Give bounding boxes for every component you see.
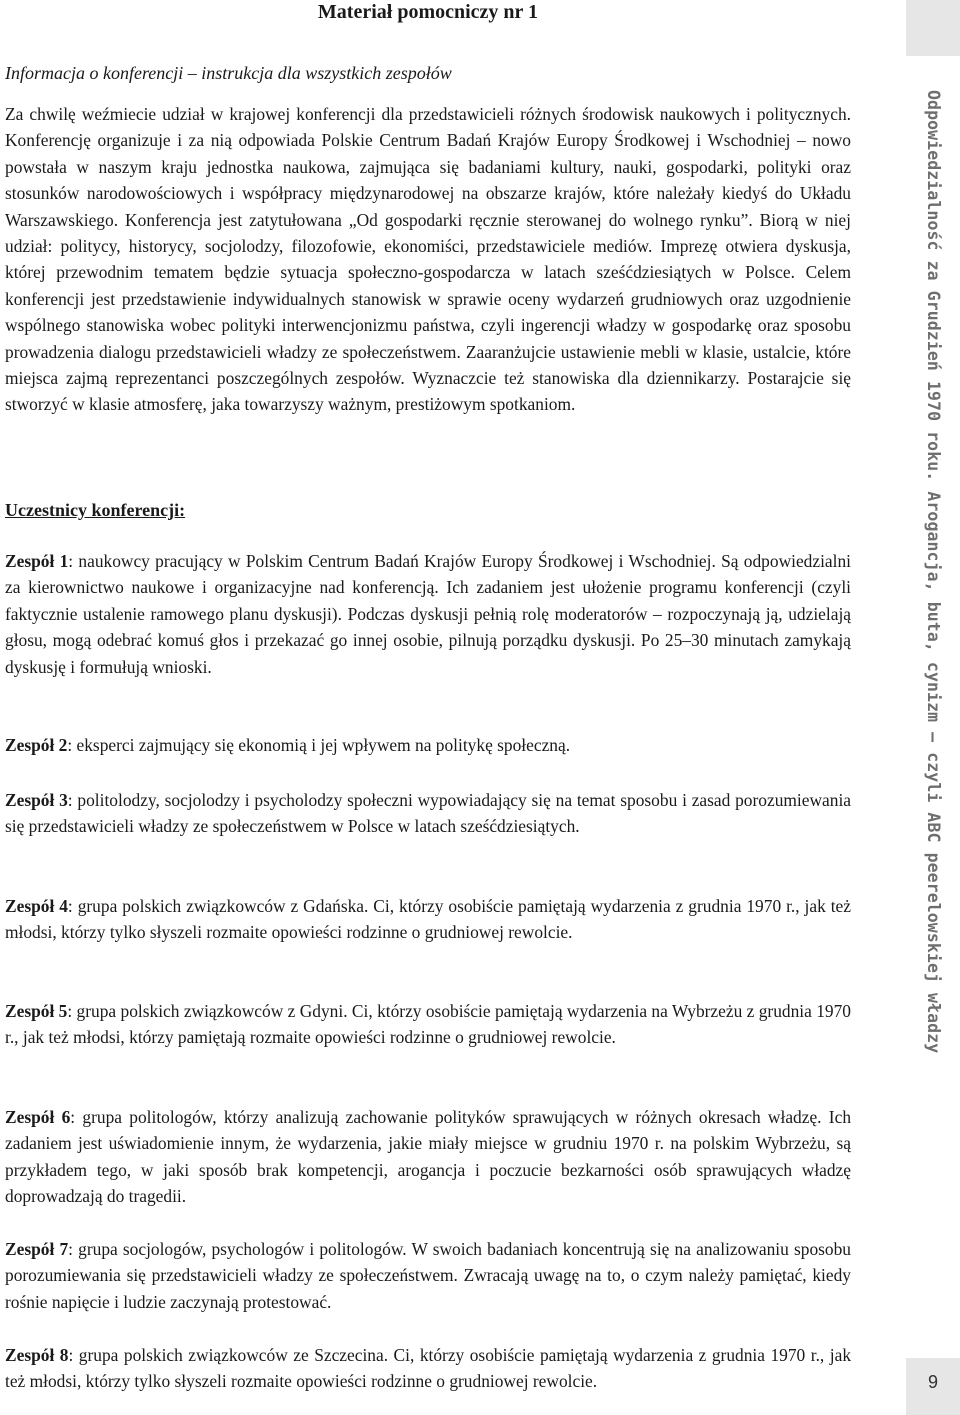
sidebar-top-block	[906, 0, 960, 56]
team-name: Zespół 4	[5, 896, 68, 916]
team-description: : politolodzy, socjolodzy i psycholodzy społeczni wypowiadający się na temat sposobu i zasad porozumiewania się przedstawicieli władzy ze społeczeństwem w Polsce w latach sześćdziesiątych.	[5, 790, 852, 837]
running-title: Odpowiedzialność za Grudzień 1970 roku. Arogancja, buta, cynizm – czyli ABC peerelowskiej władzy	[924, 90, 943, 1054]
team-paragraph-2	[5, 732, 851, 758]
team-name: Zespół 3	[5, 790, 68, 810]
team-paragraph-7	[5, 1236, 851, 1315]
page-sidebar	[906, 0, 960, 1415]
team-name: Zespół 6	[5, 1107, 71, 1127]
team-name: Zespół 8	[5, 1345, 69, 1365]
team-description: : grupa polskich związkowców ze Szczecina. Ci, którzy osobiście pamiętają wydarzenia z grudnia 1970 r., jak też młodsi, którzy tylko słyszeli rozmaite opowieści rodzinne o grudniowej rewolcie.	[5, 1345, 852, 1392]
team-paragraph-8	[5, 1342, 851, 1395]
team-paragraph-1	[5, 548, 851, 680]
team-name: Zespół 7	[5, 1239, 69, 1259]
document-subtitle: Informacja o konferencji – instrukcja dla wszystkich zespołów	[5, 63, 452, 83]
team-name: Zespół 5	[5, 1001, 68, 1021]
participants-heading: Uczestnicy konferencji:	[5, 500, 186, 520]
material-title: Materiał pomocniczy nr 1	[317, 1, 539, 23]
team-paragraph-3	[5, 787, 851, 840]
page-number: 9	[927, 1372, 938, 1392]
team-name: Zespół 2	[5, 735, 68, 755]
team-name: Zespół 1	[5, 551, 69, 571]
team-description: : grupa polskich związkowców z Gdyni. Ci, którzy osobiście pamiętają wydarzenia na Wybrzeżu z grudnia 1970 r., jak też młodsi, którzy pamiętają rozmaite opowieści rodzinne o grudniowej rewolcie.	[5, 1001, 851, 1048]
team-description: : naukowcy pracujący w Polskim Centrum Badań Krajów Europy Środkowej i Wschodniej. Są odpowiedzialni za kierownictwo naukowe i organizacyjne nad konferencją. Ich zadaniem jest ułożenie programu konferencji (czyli faktycznie ustalenie ramowego planu dyskusji). Podczas dyskusji pełnią rolę moderatorów – rozpoczynają ją, udzielają głosu, mogą odebrać komuś głos i przekazać go innej osobie, pilnują porządku dyskusji. Po 25–30 minutach zamykają dyskusję i formułują wnioski.	[5, 551, 852, 677]
intro-paragraph: Za chwilę weźmiecie udział w krajowej konferencji dla przedstawicieli różnych środowisk naukowych i politycznych. Konferencję organizuje i za nią odpowiada Polskie Centrum Badań Krajów Europy Środkowej i Wschodniej – nowo powstała w naszym kraju jednostka naukowa, zajmująca się badaniami kultury, nauki, gospodarki, polityki oraz stosunków narodowościowych i współpracy międzynarodowej na obszarze krajów, które należały kiedyś do Układu Warszawskiego. Konferencja jest zatytułowana „Od gospodarki ręcznie sterowanej do wolnego rynku”. Biorą w niej udział: politycy, historycy, socjolodzy, filozofowie, ekonomiści, przedstawiciele mediów. Imprezę otwiera dyskusja, której przewodnim tematem będzie sytuacja społeczno-gospodarcza w latach sześćdziesiątych w Polsce. Celem konferencji jest przedstawienie indywidualnych stanowisk w sprawie oceny wydarzeń grudniowych oraz uzgodnienie wspólnego stanowiska wobec polityki interwencjonizmu państwa, czyli ingerencji władzy w gospodarkę oraz sposobu prowadzenia dialogu przedstawicieli władzy ze społeczeństwem. Zaaranżujcie ustawienie mebli w klasie, ustalcie, które miejsca zajmą reprezentanci poszczególnych zespołów. Wyznaczcie też stanowiska dla dziennikarzy. Postarajcie się stworzyć w klasie atmosferę, jaka towarzyszy ważnym, prestiżowym spotkaniom.	[5, 104, 851, 415]
team-description: : grupa polskich związkowców z Gdańska. Ci, którzy osobiście pamiętają wydarzenia z grudnia 1970 r., jak też młodsi, którzy tylko słyszeli rozmaite opowieści rodzinne o grudniowej rewolcie.	[5, 896, 851, 943]
page-number-box	[906, 1358, 960, 1415]
running-title-container	[906, 90, 960, 1180]
team-paragraph-5	[5, 998, 851, 1051]
team-paragraph-4	[5, 893, 851, 946]
team-paragraph-6	[5, 1104, 851, 1210]
team-description: : grupa politologów, którzy analizują zachowanie polityków sprawujących w różnych okresach władzę. Ich zadaniem jest uświadomienie innym, że wydarzenia, jakie miały miejsce w grudniu 1970 r. na polskim Wybrzeżu, są przykładem tego, w jaki sposób brak kompetencji, arogancja i poczucie bezkarności osób sprawujących władzę doprowadzają do tragedii.	[5, 1107, 852, 1207]
team-description: : eksperci zajmujący się ekonomią i jej wpływem na politykę społeczną.	[67, 735, 571, 755]
team-description: : grupa socjologów, psychologów i politologów. W swoich badaniach koncentrują się na analizowaniu sposobu porozumiewania się przedstawicieli władzy ze społeczeństwem. Zwracają uwagę na to, o czym należy pamiętać, kiedy rośnie napięcie i ludzie zaczynają protestować.	[5, 1239, 851, 1312]
